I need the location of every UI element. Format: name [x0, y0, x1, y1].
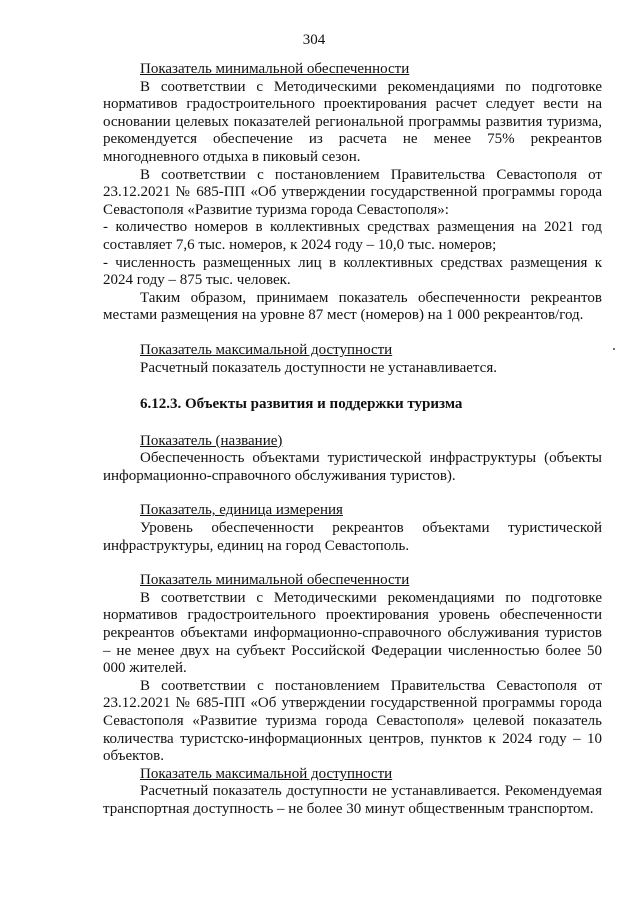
- subheading-min-provision: Показатель минимальной обеспеченности: [140, 61, 410, 77]
- section-title: 6.12.3. Объекты развития и поддержки туризма: [140, 396, 463, 413]
- list-item: - численность размещенных лиц в коллективных средствах размещения к 2024 году – 875 тыс. человек.: [103, 254, 602, 289]
- page-number: 304: [302, 32, 326, 48]
- paragraph: Таким образом, принимаем показатель обеспеченности рекреантов местами размещения на уровне 87 мест (номеров) на 1 000 рекреантов/год.: [103, 289, 602, 324]
- paragraph: Расчетный показатель доступности не устанавливается. Рекомендуемая транспортная доступность – не более 30 минут общественным транспортом.: [103, 783, 602, 817]
- paragraph: Обеспеченность объектами туристической инфраструктуры (объекты информационно-справочного обслуживания туристов).: [103, 450, 602, 484]
- page-content: [103, 61, 602, 819]
- subheading-max-accessibility: Показатель максимальной доступности: [140, 765, 393, 782]
- list-item: - количество номеров в коллективных средствах размещения на 2021 год составляет 7,6 тыс. номеров, к 2024 году – 10,0 тыс. номеров;: [103, 219, 602, 253]
- subheading-max-accessibility: Показатель максимальной доступности: [140, 341, 393, 358]
- paragraph: Расчетный показатель доступности не устанавливается.: [140, 359, 497, 376]
- paragraph: В соответствии с постановлением Правительства Севастополя от 23.12.2021 № 685-ПП «Об утверждении государственной программы города Севастополя «Развитие туризма города Севастополя»:: [103, 166, 602, 218]
- subheading-indicator-name: Показатель (название): [140, 432, 283, 449]
- paragraph: В соответствии с постановлением Правительства Севастополя от 23.12.2021 № 685-ПП «Об утверждении государственной программы города Севастополя «Развитие туризма города Севастополя» целевой показатель количества туристско-информационных центров, пунктов к 2024 году – 10 объектов.: [103, 677, 602, 765]
- subheading-min-provision: Показатель минимальной обеспеченности: [140, 572, 410, 589]
- paragraph: В соответствии с Методическими рекомендациями по подготовке нормативов градостроительного проектирования расчет следует вести на основании целевых показателей региональной программы развития туризма, рекомендуется обеспечение из расчета не менее 75% рекреантов многодневного отдыха в пиковый сезон.: [103, 78, 602, 165]
- paragraph: В соответствии с Методическими рекомендациями по подготовке нормативов градостроительного проектирования уровень обеспеченности рекреантов объектами информационно-справочного обслуживания туристов – не менее двух на субъект Российской Федерации численностью более 50 000 жителей.: [103, 589, 602, 677]
- paragraph: Уровень обеспеченности рекреантов объектами туристической инфраструктуры, единиц на город Севастополь.: [103, 520, 602, 554]
- subheading-indicator-unit: Показатель, единица измерения: [140, 502, 343, 519]
